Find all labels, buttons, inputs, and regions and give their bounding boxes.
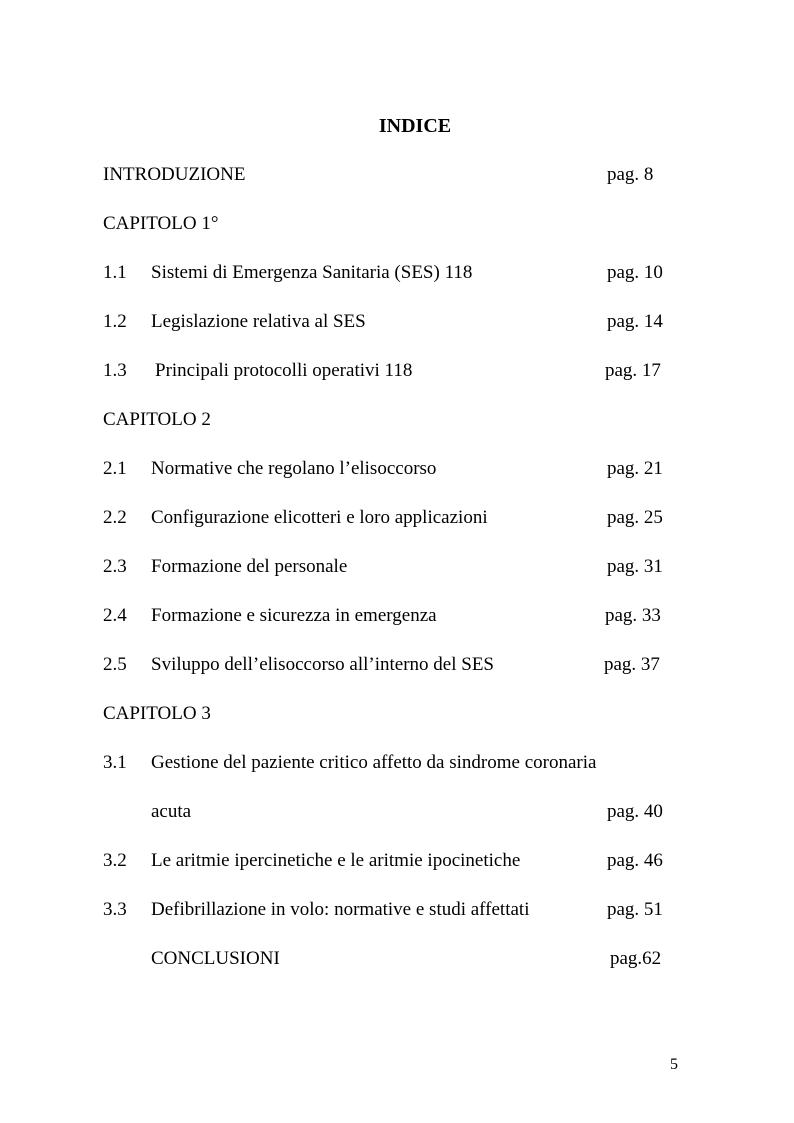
entry-page: pag.62 (610, 948, 662, 969)
entry-page: pag. 51 (607, 899, 663, 920)
entry-title: Le aritmie ipercinetiche e le aritmie ipocinetiche (151, 850, 521, 871)
entry-title: Formazione del personale (151, 556, 348, 577)
index-title: INDICE (378, 115, 452, 137)
entry-page: pag. 40 (607, 801, 663, 822)
entry-page: pag. 17 (605, 360, 661, 381)
toc-entry (0, 456, 794, 482)
entry-page: pag. 8 (607, 164, 654, 185)
entry-page: pag. 21 (607, 458, 663, 479)
entry-title: Principali protocolli operativi 118 (155, 360, 413, 381)
chapter-title: CAPITOLO 2 (103, 409, 211, 430)
entry-number: 3.2 (103, 850, 127, 871)
entry-page: pag. 10 (607, 262, 663, 283)
toc-entry (0, 750, 794, 776)
entry-number: 3.3 (103, 899, 127, 920)
chapter-heading-1 (0, 211, 794, 237)
toc-entry (0, 897, 794, 923)
toc-entry (0, 603, 794, 629)
page-number: 5 (670, 1056, 678, 1073)
entry-title-continuation: acuta (151, 801, 192, 822)
entry-title: Gestione del paziente critico affetto da sindrome coronaria (151, 752, 597, 773)
entry-title: INTRODUZIONE (103, 164, 246, 185)
entry-title: Sistemi di Emergenza Sanitaria (SES) 118 (151, 262, 473, 283)
entry-title: CONCLUSIONI (151, 948, 280, 969)
chapter-heading-2 (0, 407, 794, 433)
entry-page: pag. 37 (604, 654, 660, 675)
chapter-title: CAPITOLO 1° (103, 213, 219, 234)
toc-entry (0, 848, 794, 874)
toc-entry (0, 554, 794, 580)
entry-title: Sviluppo dell’elisoccorso all’interno del SES (151, 654, 495, 675)
entry-number: 3.1 (103, 752, 127, 773)
entry-title: Formazione e sicurezza in emergenza (151, 605, 437, 626)
toc-entry-continuation (0, 799, 794, 825)
toc-entry (0, 505, 794, 531)
entry-title: Legislazione relativa al SES (151, 311, 366, 332)
entry-page: pag. 33 (605, 605, 661, 626)
entry-number: 1.1 (103, 262, 127, 283)
entry-title: Configurazione elicotteri e loro applicazioni (151, 507, 488, 528)
toc-entry (0, 309, 794, 335)
toc-entry-conclusion (0, 946, 794, 972)
entry-number: 1.2 (103, 311, 127, 332)
toc-entry-introduction (0, 162, 794, 188)
entry-number: 1.3 (103, 360, 127, 381)
entry-page: pag. 46 (607, 850, 663, 871)
entry-number: 2.1 (103, 458, 127, 479)
entry-number: 2.5 (103, 654, 127, 675)
chapter-heading-3 (0, 701, 794, 727)
entry-number: 2.3 (103, 556, 127, 577)
entry-page: pag. 25 (607, 507, 663, 528)
toc-entry (0, 260, 794, 286)
entry-number: 2.2 (103, 507, 127, 528)
entry-page: pag. 14 (607, 311, 663, 332)
toc-entry (0, 358, 794, 384)
chapter-title: CAPITOLO 3 (103, 703, 211, 724)
entry-page: pag. 31 (607, 556, 663, 577)
toc-entry (0, 652, 794, 678)
entry-title: Defibrillazione in volo: normative e studi affettati (151, 899, 530, 920)
entry-number: 2.4 (103, 605, 127, 626)
entry-title: Normative che regolano l’elisoccorso (151, 458, 437, 479)
